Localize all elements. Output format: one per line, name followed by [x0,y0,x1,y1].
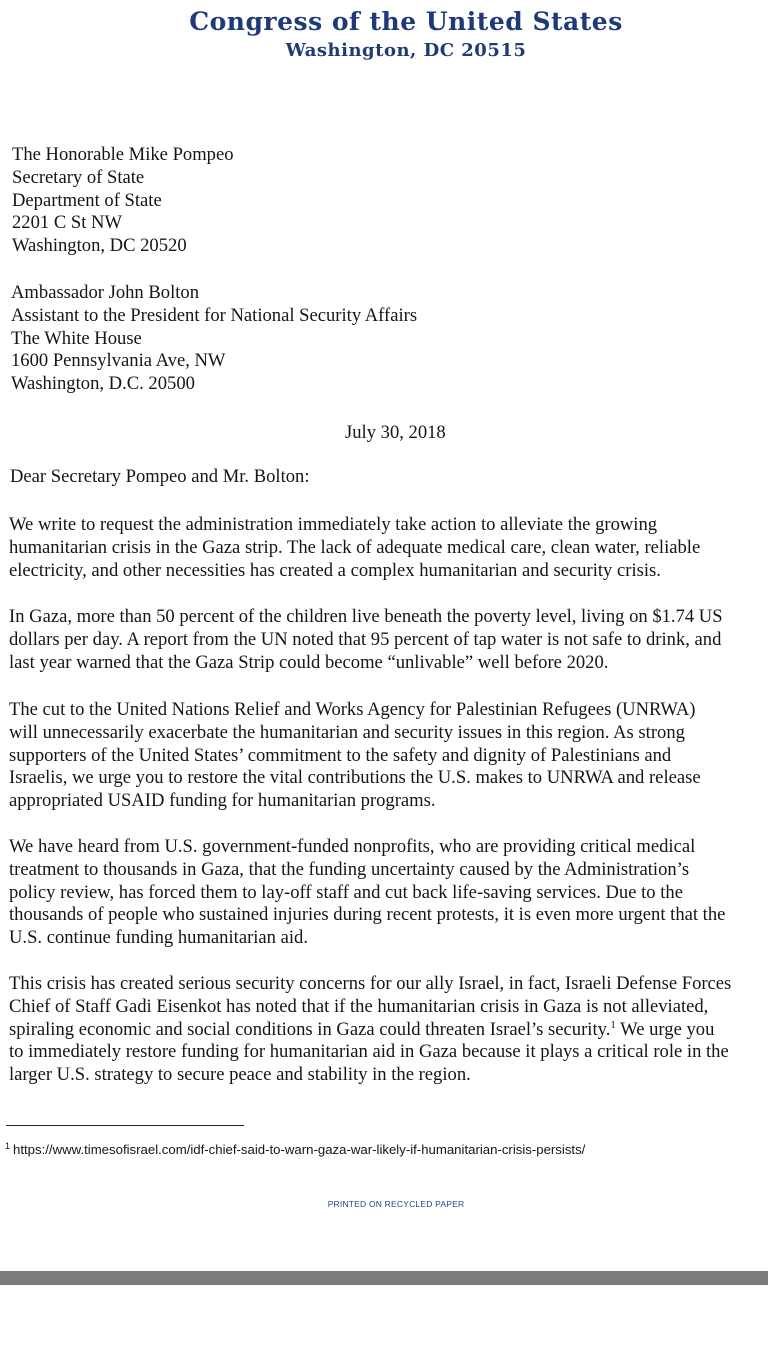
paragraph-line-with-footnote [9,1019,768,1042]
paragraph-line-text: spiraling economic and social conditions in Gaza could threaten Israel’s security. [9,1018,611,1040]
footnote-divider [6,1125,244,1126]
footnote-marker: 1 [5,1141,11,1151]
scan-edge-bar [0,1271,768,1285]
paragraph-line: to immediately restore funding for humanitarian aid in Gaza because it plays a critical role in the [9,1041,729,1063]
paragraph-line: supporters of the United States’ commitment to the safety and dignity of Palestinians and [9,744,672,766]
paragraph-line: will unnecessarily exacerbate the humanitarian and security issues in this region. As strong [9,721,685,743]
address-line: Assistant to the President for National Security Affairs [11,304,418,326]
body-paragraph-2 [9,606,768,674]
paragraph-line: The cut to the United Nations Relief and Works Agency for Palestinian Refugees (UNRWA) [9,699,696,720]
letterhead [0,4,768,62]
address-line: Washington, DC 20520 [12,235,187,257]
body-paragraph-4 [9,836,768,950]
paragraph-line: Chief of Staff Gadi Eisenkot has noted that if the humanitarian crisis in Gaza is not alleviated, [9,995,709,1017]
paragraph-line: larger U.S. strategy to secure peace and stability in the region. [9,1064,471,1086]
paragraph-line: U.S. continue funding humanitarian aid. [9,927,308,949]
address-line: The White House [11,327,142,349]
paragraph-line: We have heard from U.S. government-funded nonprofits, who are providing critical medical [9,836,696,857]
footnote-reference[interactable]: 1 [610,1018,616,1031]
body-paragraph-1 [9,514,768,582]
address-line: 2201 C St NW [12,212,123,234]
recipient-address-bolton [11,282,768,396]
paragraph-line: humanitarian crisis in the Gaza strip. The lack of adequate medical care, clean water, reliable [9,536,701,558]
paragraph-line: policy review, has forced them to lay-off staff and cut back life-saving services. Due to the [9,881,683,903]
paragraph-line: electricity, and other necessities has created a complex humanitarian and security crisis. [9,559,661,581]
address-line: Secretary of State [12,166,145,188]
blank-area [0,1285,768,1366]
paragraph-line: thousands of people who sustained injuries during recent protests, it is even more urgent that the [9,904,726,926]
letterhead-title: Congress of the United States [189,7,623,36]
paragraph-line: In Gaza, more than 50 percent of the children live beneath the poverty level, living on $1.74 US [9,606,723,627]
letterhead-city: Washington, DC 20515 [285,40,527,61]
paragraph-line: This crisis has created serious security concerns for our ally Israel, in fact, Israeli Defense Forces [9,973,732,994]
address-line: Washington, D.C. 20500 [11,373,195,395]
salutation: Dear Secretary Pompeo and Mr. Bolton: [10,466,310,487]
paragraph-line: treatment to thousands in Gaza, that the funding uncertainty caused by the Administration’s [9,858,690,880]
footnote-url[interactable]: https://www.timesofisrael.com/idf-chief-said-to-warn-gaza-war-likely-if-humanitarian-crisis-persists/ [13,1142,586,1157]
recipient-address-pompeo [12,144,768,258]
paragraph-line-continuation: We urge you [615,1018,715,1040]
address-line: Department of State [12,189,162,211]
body-paragraph-5 [9,973,768,1087]
letter-date: July 30, 2018 [345,422,446,443]
body-paragraph-3 [9,699,768,813]
paragraph-line: Israelis, we urge you to restore the vital contributions the U.S. makes to UNRWA and release [9,767,701,789]
paragraph-line: We write to request the administration immediately take action to alleviate the growing [9,514,658,535]
paragraph-line: appropriated USAID funding for humanitarian programs. [9,790,436,812]
address-line: 1600 Pennsylvania Ave, NW [11,350,226,372]
paragraph-line: last year warned that the Gaza Strip could become “unlivable” well before 2020. [9,651,609,673]
footnote [5,1137,768,1159]
address-line: Ambassador John Bolton [11,282,199,303]
paragraph-line: dollars per day. A report from the UN noted that 95 percent of tap water is not safe to drink, and [9,628,722,650]
address-line: The Honorable Mike Pompeo [12,144,234,165]
printed-on-recycled-paper-note: PRINTED ON RECYCLED PAPER [327,1199,465,1209]
